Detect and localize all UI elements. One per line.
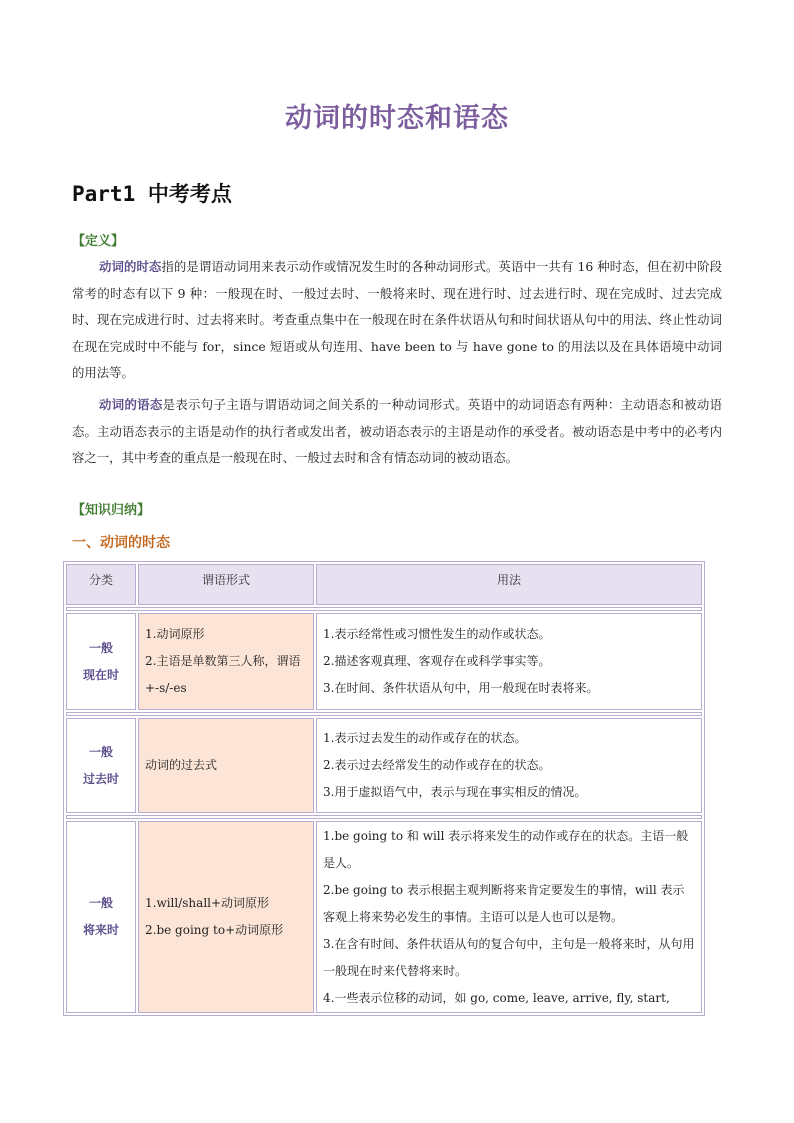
- knowledge-tag: 【知识归纳】: [72, 503, 151, 518]
- part-heading: Part1 中考考点: [72, 182, 232, 206]
- form-cell: 1.动词原形 2.主语是单数第三人称，谓语+-s/-es: [138, 613, 314, 710]
- header-usage: 用法: [316, 564, 702, 605]
- table-row: [66, 821, 702, 1013]
- category-cell: 一般 现在时: [66, 613, 136, 710]
- voice-definition-text: 是表示句子主语与谓语动词之间关系的一种动词形式。英语中的动词语态有两种：主动语态和被动语态。主动语态表示的主语是动作的执行者或发出者，被动语态表示的主语是动作的承受者。被动语态是中考中的必考内容之一，其中考查的重点是一般现在时、一般过去时和含有情态动词的被动语态。: [72, 397, 723, 466]
- usage-cell: 1.表示过去发生的动作或存在的状态。 2.表示过去经常发生的动作或存在的状态。 3.用于虚拟语气中，表示与现在事实相反的情况。: [316, 718, 702, 813]
- section-title: 一、动词的时态: [72, 535, 170, 551]
- category-cell: 一般 过去时: [66, 718, 136, 813]
- term-voice: 动词的语态: [99, 397, 163, 412]
- usage-cell: 1.表示经常性或习惯性发生的动作或状态。 2.描述客观真理、客观存在或科学事实等。 3.在时间、条件状语从句中，用一般现在时表将来。: [316, 613, 702, 710]
- term-tense: 动词的时态: [99, 259, 162, 274]
- document-title: 动词的时态和语态: [285, 103, 509, 134]
- table-row: [66, 613, 702, 710]
- definition-paragraph-voice: [72, 392, 722, 472]
- definition-tag: 【定义】: [72, 234, 125, 249]
- category-cell: 一般 将来时: [66, 821, 136, 1013]
- table-row: [66, 718, 702, 813]
- tense-definition-text: 指的是谓语动词用来表示动作或情况发生时的各种动词形式。英语中一共有 16 种时态，但在初中阶段常考的时态有以下 9 种：一般现在时、一般过去时、一般将来时、现在进行时、过去进行时、现在完成时、过去完成时、现在完成进行时、过去将来时。考查重点集中在一般现在时在条件状语从句和时间状语从句中的用法、终止性动词在现在完成时中不能与 for，since 短语或从句连用、have been to 与 have gone to 的用法以及在具体语境中动词的用法等。: [72, 259, 722, 381]
- definition-paragraph-tense: [72, 254, 722, 387]
- tense-table: [63, 561, 705, 1016]
- usage-cell: 1.be going to 和 will 表示将来发生的动作或存在的状态。主语一般是人。 2.be going to 表示根据主观判断将来肯定要发生的事情，will 表示客观上将来势必发生的事情。主语可以是人也可以是物。 3.在含有时间、条件状语从句的复合句中，主句是一般将来时，从句用一般现在时来代替将来时。 4.一些表示位移的动词，如 go, come, leave, arrive, fly, start,: [316, 821, 702, 1013]
- header-category: 分类: [66, 564, 136, 605]
- table-header-row: [66, 564, 702, 605]
- form-cell: 1.will/shall+动词原形 2.be going to+动词原形: [138, 821, 314, 1013]
- form-cell: 动词的过去式: [138, 718, 314, 813]
- header-form: 谓语形式: [138, 564, 314, 605]
